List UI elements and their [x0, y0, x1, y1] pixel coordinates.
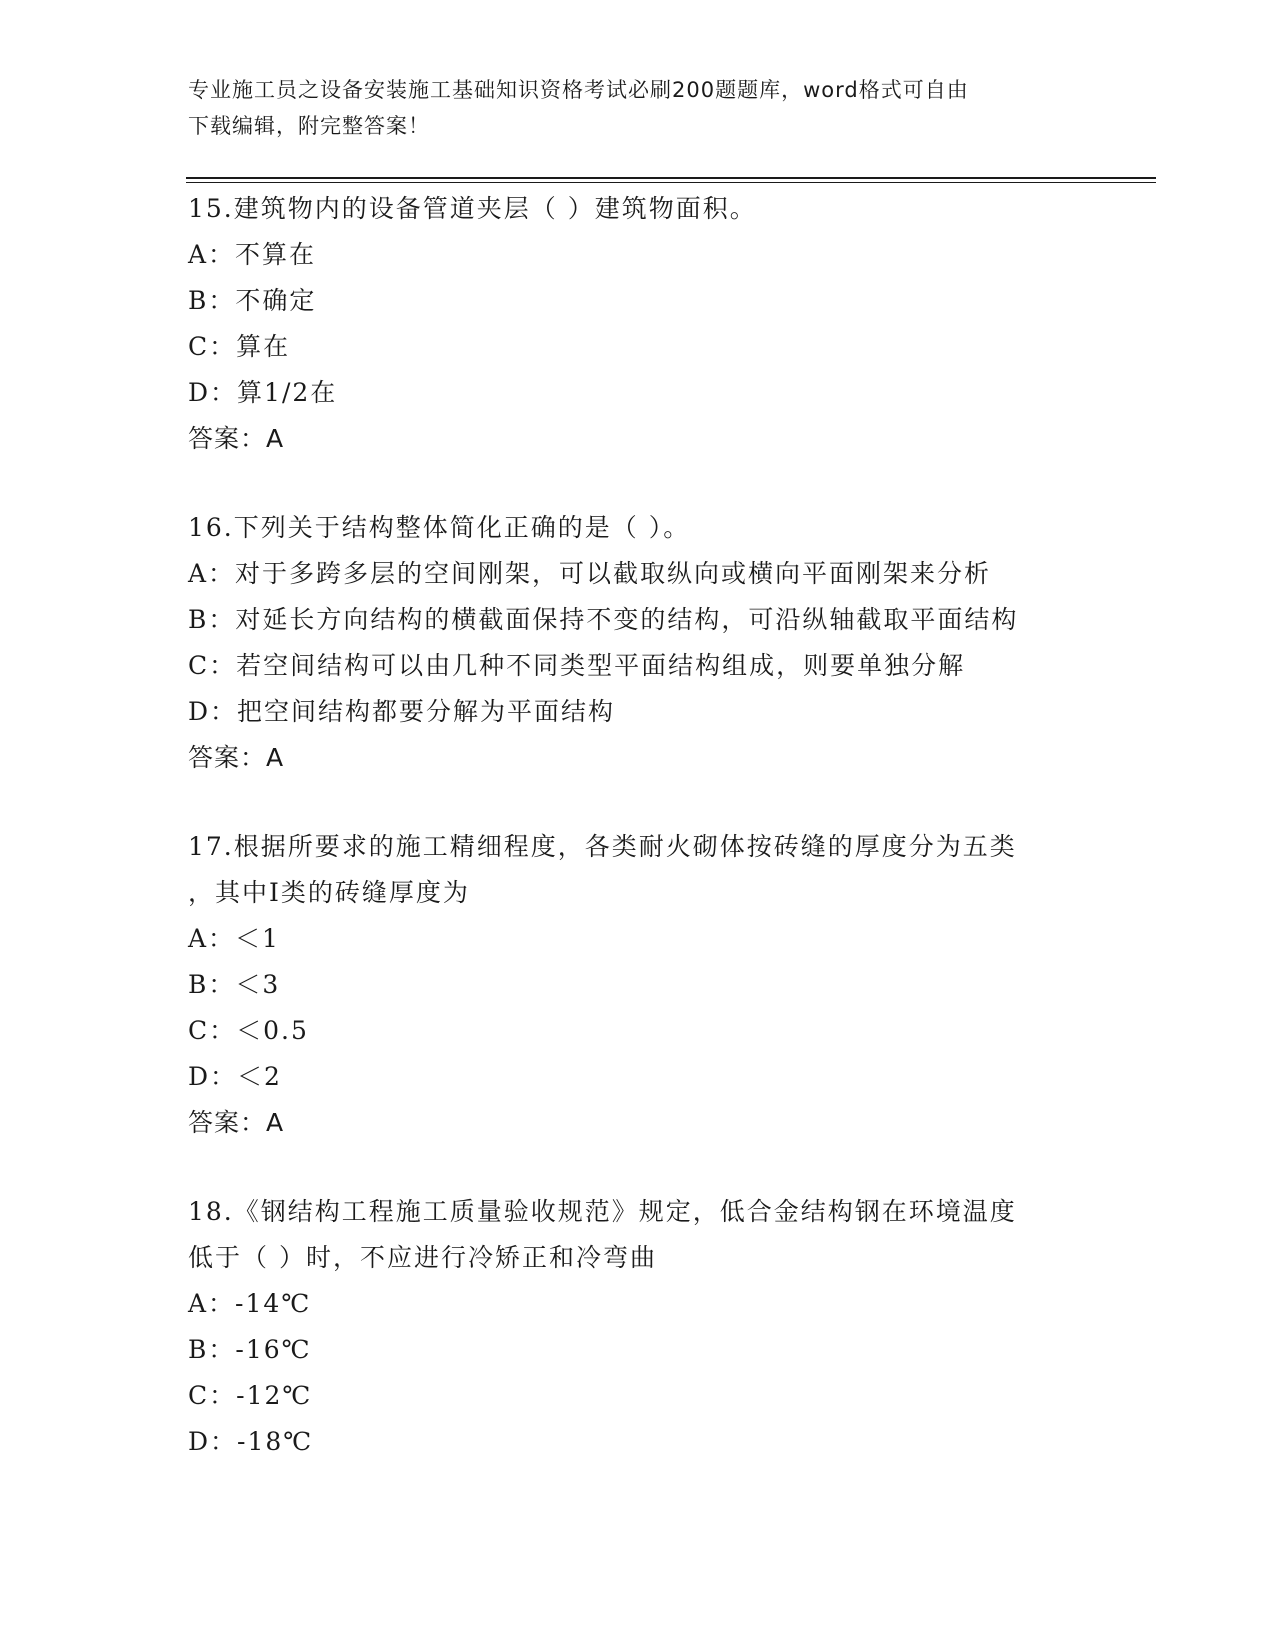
option-b: B：不确定: [188, 286, 317, 315]
option-b: B：对延长方向结构的横截面保持不变的结构，可沿纵轴截取平面结构: [188, 605, 1019, 634]
question-stem-continued: 低于（ ）时，不应进行冷矫正和冷弯曲: [188, 1243, 657, 1272]
question-18: [188, 1189, 1088, 1465]
question-16: [188, 505, 1088, 781]
answer-line: 答案：A: [188, 743, 285, 772]
option-c: C：＜0.5: [188, 1016, 309, 1045]
option-b: B：-16℃: [188, 1335, 312, 1364]
question-stem: 15.建筑物内的设备管道夹层（ ）建筑物面积。: [188, 194, 757, 223]
question-stem: 18.《钢结构工程施工质量验收规范》规定，低合金结构钢在环境温度: [188, 1197, 1017, 1226]
header-divider-thick: [186, 177, 1156, 179]
document-header: [188, 72, 1068, 144]
option-a: A：不算在: [188, 240, 317, 269]
spacer: [188, 781, 1088, 824]
option-a: A：对于多跨多层的空间刚架，可以截取纵向或横向平面刚架来分析: [188, 559, 992, 588]
header-divider-thin: [186, 182, 1156, 183]
question-17: [188, 824, 1088, 1146]
header-line-1: 专业施工员之设备安装施工基础知识资格考试必刷200题题库，word格式可自由: [188, 78, 969, 102]
option-c: C：-12℃: [188, 1381, 313, 1410]
option-a: A：-14℃: [188, 1289, 312, 1318]
header-line-2: 下载编辑，附完整答案！: [188, 114, 430, 138]
option-a: A：＜1: [188, 924, 280, 953]
question-stem-continued: ，其中Ⅰ类的砖缝厚度为: [188, 878, 470, 907]
option-d: D：-18℃: [188, 1427, 314, 1456]
option-c: C：若空间结构可以由几种不同类型平面结构组成，则要单独分解: [188, 651, 966, 680]
question-15: [188, 186, 1088, 462]
option-d: D：算1/2在: [188, 378, 338, 407]
question-list: [188, 186, 1088, 1465]
question-stem: 17.根据所要求的施工精细程度，各类耐火砌体按砖缝的厚度分为五类: [188, 832, 1017, 861]
answer-line: 答案：A: [188, 1108, 285, 1137]
option-d: D：＜2: [188, 1062, 282, 1091]
spacer: [188, 1146, 1088, 1189]
question-stem: 16.下列关于结构整体简化正确的是（ ）。: [188, 513, 691, 542]
spacer: [188, 462, 1088, 505]
option-d: D：把空间结构都要分解为平面结构: [188, 697, 616, 726]
option-b: B：＜3: [188, 970, 281, 999]
option-c: C：算在: [188, 332, 291, 361]
answer-line: 答案：A: [188, 424, 285, 453]
